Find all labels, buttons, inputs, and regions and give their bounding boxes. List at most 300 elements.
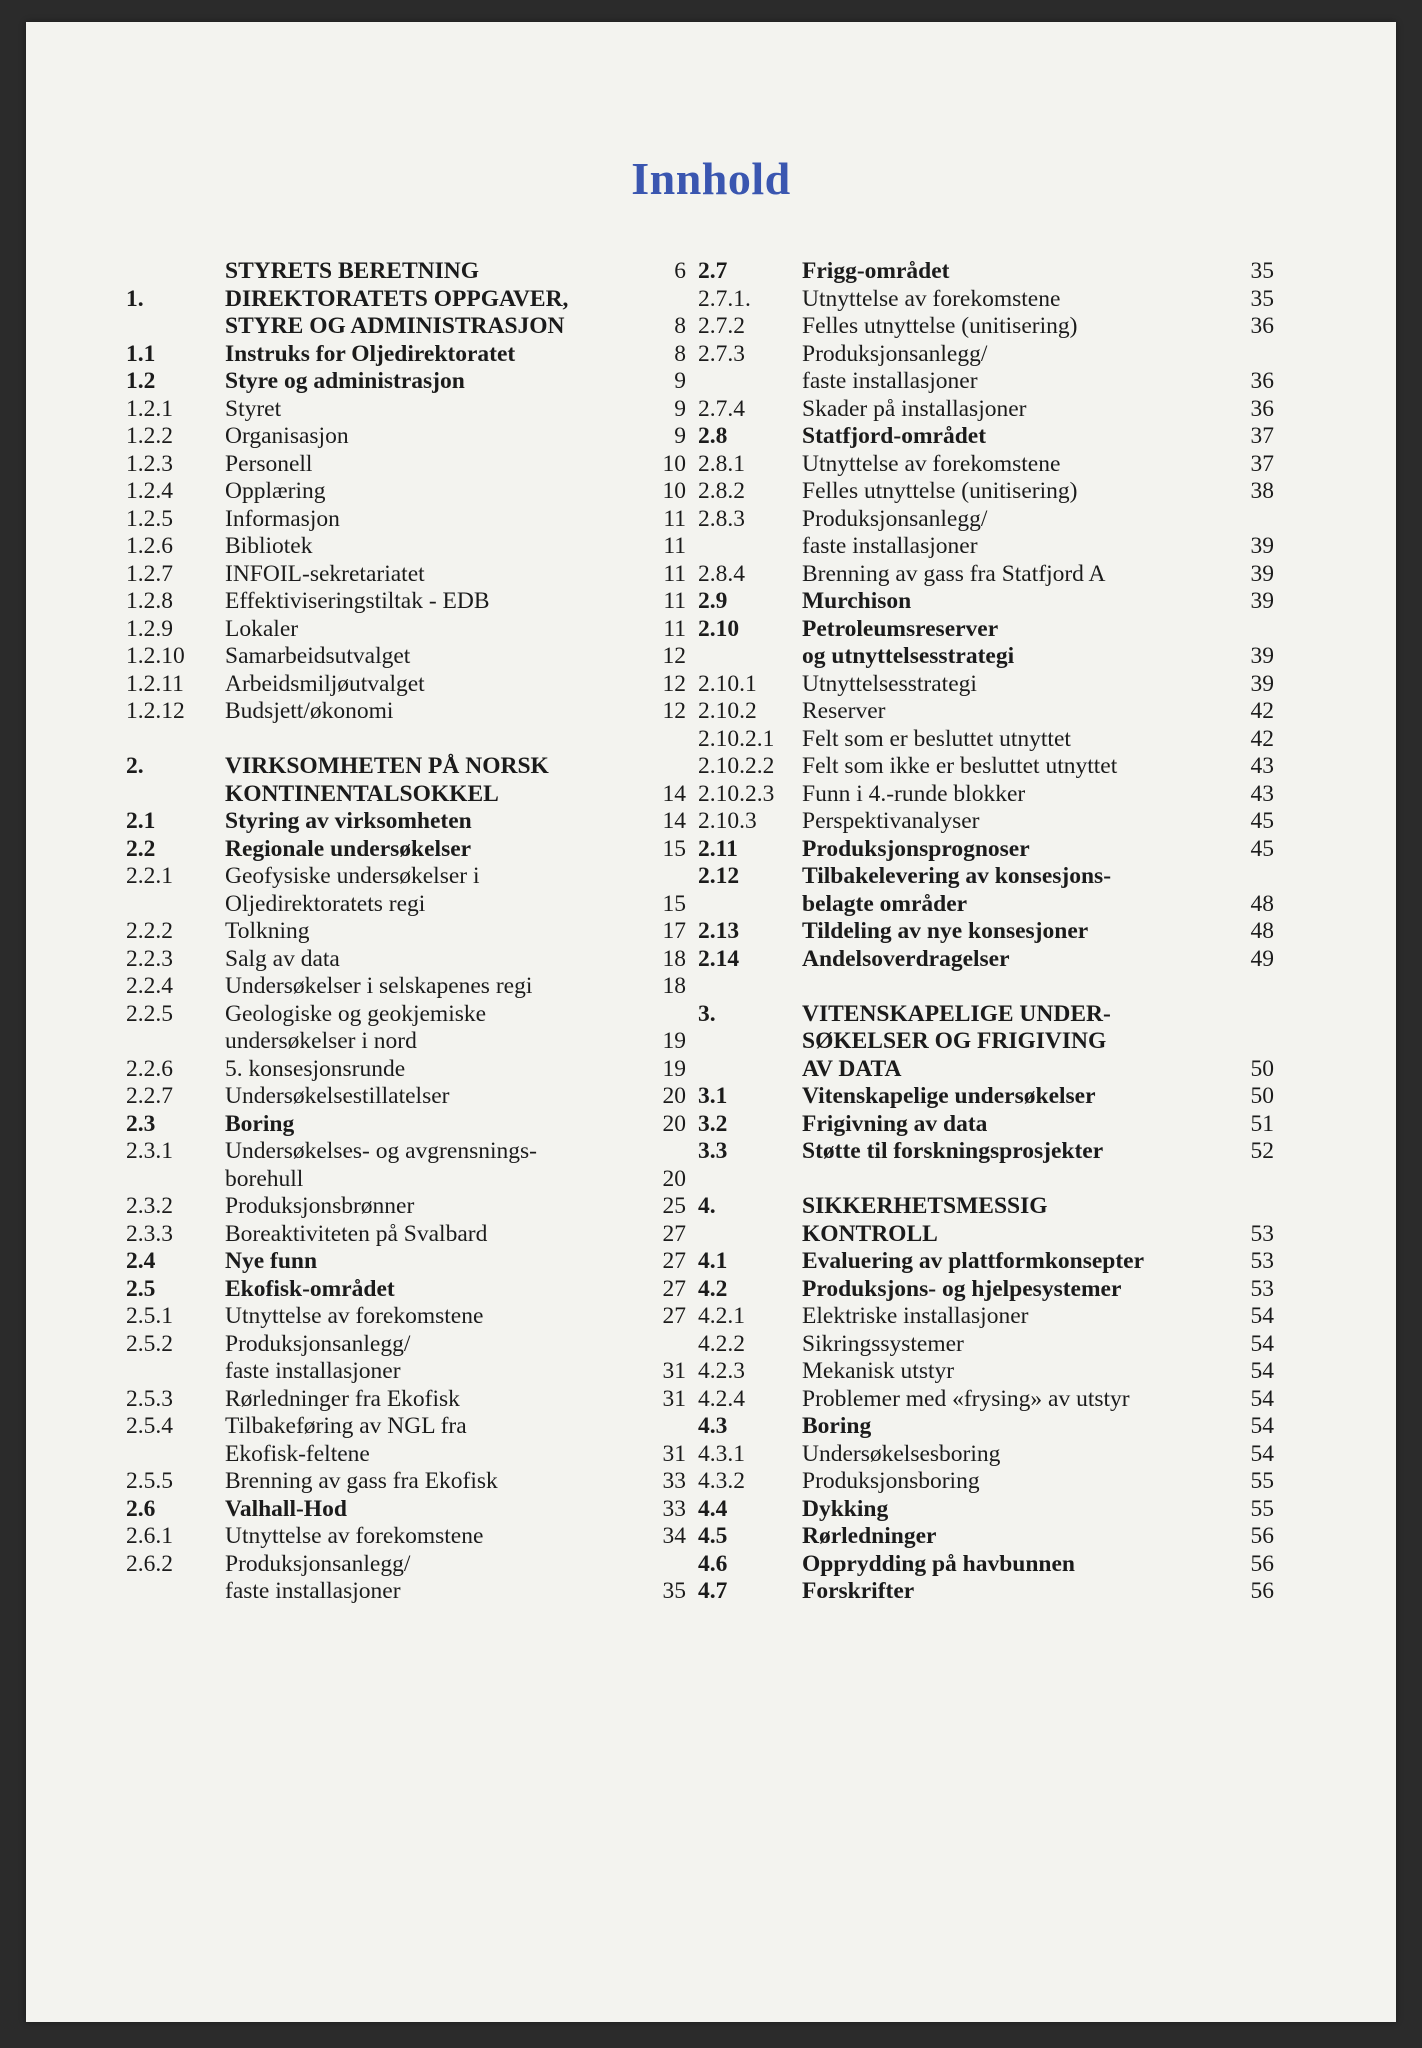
toc-section-number: 3.3 (698, 1138, 728, 1164)
toc-page-number: 54 (1250, 1303, 1274, 1329)
toc-title-line: Valhall-Hod (225, 1495, 347, 1522)
toc-page-number: 35 (1250, 258, 1274, 284)
toc-section-title (225, 643, 650, 671)
toc-section-number: 2.1 (126, 808, 156, 834)
toc-entry (698, 1441, 1274, 1469)
toc-section-title (802, 1386, 1238, 1414)
toc-section-number: 2.6.1 (126, 1523, 173, 1549)
toc-page-number: 9 (674, 368, 686, 394)
toc-page-number: 55 (1250, 1468, 1274, 1494)
toc-section-title (802, 726, 1238, 754)
toc-section-number: 4.2.1 (698, 1303, 745, 1329)
toc-section-number: 4. (698, 1193, 716, 1219)
toc-page-number: 6 (674, 258, 686, 284)
toc-section-title (225, 1551, 650, 1606)
toc-entry (698, 451, 1274, 479)
toc-section-title (225, 946, 650, 974)
toc-page-number: 42 (1250, 698, 1274, 724)
toc-section-title (802, 781, 1238, 809)
toc-title-line: Personell (225, 450, 313, 477)
toc-section-number: 4.2.4 (698, 1385, 745, 1412)
toc-page-number: 11 (663, 615, 686, 642)
toc-title-line: Brenning av gass fra Ekofisk (225, 1468, 498, 1494)
toc-section-title (802, 836, 1238, 864)
toc-section-title (225, 973, 650, 1001)
toc-page-number: 54 (1250, 1330, 1274, 1357)
toc-section-number: 2.5.2 (126, 1330, 173, 1357)
toc-section-title (225, 341, 650, 369)
toc-section-title (802, 451, 1238, 479)
toc-entry (698, 1496, 1274, 1524)
toc-page-number: 53 (1250, 1275, 1274, 1302)
toc-section-title (225, 258, 650, 286)
toc-page-number: 48 (1250, 890, 1274, 917)
toc-section-title (802, 698, 1238, 726)
toc-entry (698, 808, 1274, 836)
toc-section-title (225, 1221, 650, 1249)
toc-entry (698, 1331, 1274, 1359)
toc-entry (126, 753, 686, 808)
toc-section-number: 2.2.4 (126, 973, 173, 999)
toc-section-number: 2.14 (698, 945, 740, 972)
toc-page-number: 37 (1250, 450, 1274, 477)
toc-section-number: 2.10.2.3 (698, 780, 775, 807)
toc-section-title (225, 506, 650, 534)
toc-entry (126, 1221, 686, 1249)
toc-entry (126, 616, 686, 644)
toc-entry (698, 863, 1274, 918)
toc-entry (698, 396, 1274, 424)
toc-section-number: 2.3.3 (126, 1220, 173, 1247)
toc-title-line: SØKELSER OG FRIGIVING (802, 1028, 1107, 1054)
toc-entry (698, 1468, 1274, 1496)
toc-title-line: STYRE OG ADMINISTRASJON (225, 313, 565, 339)
toc-title-line: faste installasjoner (802, 533, 978, 559)
toc-section-number: 1.2.1 (126, 395, 173, 422)
toc-entry (698, 616, 1274, 671)
toc-title-line: Elektriske installasjoner (802, 1303, 1029, 1329)
toc-title-line: AV DATA (802, 1055, 902, 1082)
toc-page-number: 8 (674, 313, 686, 339)
toc-section-title (225, 918, 650, 946)
toc-title-line: Funn i 4.-runde blokker (802, 780, 1026, 807)
toc-page-number: 14 (662, 808, 686, 834)
toc-page-number: 10 (662, 450, 686, 477)
toc-section-number: 2.5.1 (126, 1303, 173, 1329)
toc-title-line: Styring av virksomheten (225, 808, 472, 834)
toc-page-number: 27 (662, 1303, 686, 1329)
toc-entry (126, 1111, 686, 1139)
toc-section-number: 2.8.4 (698, 560, 745, 587)
toc-section-title (225, 1468, 650, 1496)
toc-title-line: Rørledninger fra Ekofisk (225, 1385, 460, 1412)
toc-section-number: 1.2.7 (126, 560, 173, 587)
toc-title-line: VITENSKAPELIGE UNDER- (802, 1000, 1111, 1027)
toc-page-number: 54 (1250, 1413, 1274, 1439)
toc-section-number: 2.10 (698, 615, 740, 642)
toc-title-line: Støtte til forskningsprosjekter (802, 1138, 1104, 1164)
toc-section-title (225, 836, 650, 864)
toc-title-line: Dykking (802, 1495, 889, 1522)
toc-section-title (225, 863, 650, 918)
toc-page-number: 54 (1250, 1385, 1274, 1412)
toc-page-number: 53 (1250, 1248, 1274, 1274)
toc-page-number: 39 (1250, 670, 1274, 697)
toc-section-title (225, 1413, 650, 1468)
toc-page-number: 37 (1250, 423, 1274, 449)
toc-title-line: Informasjon (225, 505, 340, 532)
toc-section-title (802, 616, 1238, 671)
toc-title-line: Utnyttelse av forekomstene (225, 1523, 484, 1549)
toc-section-number: 2.8.2 (698, 478, 745, 504)
toc-page-number: 31 (662, 1358, 686, 1384)
toc-entry (698, 1248, 1274, 1276)
toc-section-title (225, 451, 650, 479)
toc-section-number: 2.5 (126, 1275, 156, 1302)
toc-entry (698, 1138, 1274, 1166)
toc-title-line: Ekofisk-feltene (225, 1440, 370, 1467)
toc-page-number: 19 (662, 1028, 686, 1054)
toc-section-title (225, 286, 650, 341)
toc-entry (126, 836, 686, 864)
toc-section-number: 4.4 (698, 1495, 728, 1522)
toc-section-number: 4.6 (698, 1550, 728, 1577)
toc-page-number: 8 (674, 340, 686, 367)
toc-section-title (225, 1303, 650, 1331)
toc-entry (126, 533, 686, 561)
toc-title-line: Styre og administrasjon (225, 368, 465, 394)
document-page (26, 22, 1396, 2022)
toc-page-number: 39 (1250, 588, 1274, 614)
toc-title-line: og utnyttelsesstrategi (802, 643, 1015, 669)
toc-entry (698, 1303, 1274, 1331)
toc-page-number: 50 (1250, 1055, 1274, 1082)
toc-section-number: 2.7.2 (698, 313, 745, 339)
toc-entry (698, 1523, 1274, 1551)
toc-entry (126, 588, 686, 616)
toc-entry (126, 1276, 686, 1304)
toc-section-title (225, 1138, 650, 1193)
toc-title-line: DIREKTORATETS OPPGAVER, (225, 285, 569, 312)
toc-title-line: STYRETS BERETNING (225, 258, 480, 284)
toc-title-line: Produksjonsanlegg/ (225, 1330, 411, 1357)
toc-entry (126, 698, 686, 726)
toc-section-number: 2.2.3 (126, 945, 173, 972)
toc-page-number: 31 (662, 1385, 686, 1412)
toc-entry (698, 1413, 1274, 1441)
toc-entry (126, 368, 686, 396)
toc-entry (126, 478, 686, 506)
toc-title-line: Mekanisk utstyr (802, 1358, 955, 1384)
toc-page-number: 35 (662, 1578, 686, 1604)
toc-entry (126, 423, 686, 451)
toc-section-number: 4.7 (698, 1578, 728, 1604)
toc-entry (126, 1193, 686, 1221)
toc-section-number: 1.2.4 (126, 478, 173, 504)
toc-title-line: Problemer med «frysing» av utstyr (802, 1385, 1130, 1412)
toc-entry (126, 946, 686, 974)
toc-section-number: 2.9 (698, 588, 728, 614)
page-title: Innhold (631, 153, 791, 204)
toc-title-line: Skader på installasjoner (802, 395, 1027, 422)
toc-section-title (802, 478, 1238, 506)
toc-title-line: Statfjord-området (802, 423, 987, 449)
toc-title-line: Bibliotek (225, 533, 313, 559)
toc-section-number: 3. (698, 1000, 716, 1027)
toc-page-number: 39 (1250, 533, 1274, 559)
toc-title-line: Sikringssystemer (802, 1330, 964, 1357)
toc-title-line: borehull (225, 1165, 304, 1192)
toc-section-number: 1.2.11 (126, 670, 184, 697)
toc-entry (126, 1413, 686, 1468)
toc-page-number: 17 (662, 918, 686, 944)
toc-section-title (225, 671, 650, 699)
toc-entry (698, 313, 1274, 341)
toc-entry (126, 286, 686, 341)
toc-page-number: 11 (663, 560, 686, 587)
toc-section-title (802, 396, 1238, 424)
toc-section-number: 3.1 (698, 1083, 728, 1109)
toc-section-title (225, 698, 650, 726)
toc-left-column (126, 258, 686, 1606)
toc-page-number: 12 (662, 698, 686, 724)
toc-section-title (225, 808, 650, 836)
toc-title-line: Regionale undersøkelser (225, 835, 472, 862)
toc-section-number: 2.3.2 (126, 1193, 173, 1219)
toc-page-number: 27 (662, 1275, 686, 1302)
toc-section-number: 2.10.2.1 (698, 725, 775, 752)
toc-section-number: 2.7.4 (698, 395, 745, 422)
toc-entry (126, 973, 686, 1001)
toc-section-title (225, 1111, 650, 1139)
toc-title-line: belagte områder (802, 890, 968, 917)
toc-section-number: 2.10.2.2 (698, 753, 775, 779)
toc-title-line: faste installasjoner (802, 368, 978, 394)
toc-title-line: Felt som ikke er besluttet utnyttet (802, 753, 1118, 779)
toc-title-line: Opprydding på havbunnen (802, 1550, 1076, 1577)
toc-page-number: 14 (662, 780, 686, 807)
toc-page-number: 49 (1250, 945, 1274, 972)
toc-title-line: Oljedirektoratets regi (225, 890, 426, 917)
toc-page-number: 25 (662, 1193, 686, 1219)
toc-section-number: 1.2.5 (126, 505, 173, 532)
toc-page-number: 18 (662, 973, 686, 999)
toc-section-title (225, 1056, 650, 1084)
toc-page-number: 39 (1250, 560, 1274, 587)
toc-page-number: 52 (1250, 1138, 1274, 1164)
toc-section-title (802, 1248, 1238, 1276)
toc-entry (698, 1386, 1274, 1414)
toc-entry (126, 1496, 686, 1524)
toc-entry (698, 781, 1274, 809)
toc-title-line: Salg av data (225, 945, 340, 972)
toc-section-title (802, 808, 1238, 836)
toc-title-line: Budsjett/økonomi (225, 698, 394, 724)
toc-title-line: Produksjonsprognoser (802, 835, 1030, 862)
toc-section-title (225, 1193, 650, 1221)
toc-title-line: Ekofisk-området (225, 1275, 395, 1302)
toc-section-number: 2.11 (698, 835, 738, 862)
toc-section-title (802, 506, 1238, 561)
toc-page-number: 9 (674, 423, 686, 449)
toc-section-number: 4.1 (698, 1248, 728, 1274)
toc-page-number: 15 (662, 835, 686, 862)
toc-section-title (802, 588, 1238, 616)
toc-title-line: Rørledninger (802, 1523, 937, 1549)
toc-section-title (802, 1523, 1238, 1551)
toc-entry (698, 561, 1274, 589)
toc-entry (698, 423, 1274, 451)
toc-entry (698, 1111, 1274, 1139)
toc-entry (698, 341, 1274, 396)
toc-entry (698, 671, 1274, 699)
toc-title-line: Organisasjon (225, 423, 349, 449)
toc-title-line: Evaluering av plattformkonsepter (802, 1248, 1145, 1274)
toc-section-number: 4.3.2 (698, 1468, 745, 1494)
toc-section-number: 3.2 (698, 1110, 728, 1137)
toc-title-line: Produksjonsbrønner (225, 1193, 415, 1219)
toc-right-column (698, 258, 1274, 1606)
toc-section-number: 1.2.3 (126, 450, 173, 477)
toc-section-title (802, 1468, 1238, 1496)
toc-page-number: 20 (662, 1083, 686, 1109)
toc-section-number: 1.1 (126, 340, 156, 367)
toc-entry (126, 1303, 686, 1331)
toc-title-line: Andelsoverdragelser (802, 945, 1010, 972)
toc-entry (126, 1138, 686, 1193)
toc-title-line: Felles utnyttelse (unitisering) (802, 478, 1078, 504)
toc-page-number: 36 (1250, 368, 1274, 394)
toc-section-title (802, 946, 1238, 974)
toc-section-number: 2.2.1 (126, 863, 173, 889)
toc-page-number: 35 (1250, 285, 1274, 312)
toc-page-number: 10 (662, 478, 686, 504)
toc-entry (698, 286, 1274, 314)
toc-section-number: 2.13 (698, 918, 740, 944)
toc-title-line: Brenning av gass fra Statfjord A (802, 560, 1106, 587)
toc-entry (126, 258, 686, 286)
toc-section-title (225, 1276, 650, 1304)
toc-title-line: Produksjons- og hjelpesystemer (802, 1275, 1122, 1302)
toc-page-number: 19 (662, 1055, 686, 1082)
toc-title-line: Nye funn (225, 1248, 318, 1274)
toc-title-line: VIRKSOMHETEN PÅ NORSK (225, 753, 549, 779)
toc-entry (698, 946, 1274, 974)
toc-entry (698, 506, 1274, 561)
toc-section-number: 4.3 (698, 1413, 728, 1439)
toc-page-number: 36 (1250, 313, 1274, 339)
toc-page-number: 9 (674, 395, 686, 422)
toc-title-line: faste installasjoner (225, 1358, 401, 1384)
toc-entry (126, 1248, 686, 1276)
toc-section-title (802, 423, 1238, 451)
toc-page-number: 36 (1250, 395, 1274, 422)
toc-section-number: 1.2.12 (126, 698, 185, 724)
toc-section-title (225, 588, 650, 616)
toc-section-title (225, 423, 650, 451)
toc-title-line: Felt som er besluttet utnyttet (802, 725, 1071, 752)
toc-title-line: Boring (225, 1110, 295, 1137)
toc-section-number: 4.2 (698, 1275, 728, 1302)
toc-page-number: 53 (1250, 1220, 1274, 1247)
toc-section-number: 2. (126, 753, 144, 779)
toc-page-number: 11 (663, 505, 686, 532)
toc-section-number: 1.2.10 (126, 643, 185, 669)
toc-section-title (225, 1083, 650, 1111)
toc-entry (698, 588, 1274, 616)
toc-section-number: 2.2 (126, 835, 156, 862)
toc-title-line: Frigivning av data (802, 1110, 988, 1137)
toc-page-number: 48 (1250, 918, 1274, 944)
toc-page-number: 39 (1250, 643, 1274, 669)
toc-section-title (802, 1578, 1238, 1606)
toc-title-line: Perspektivanalyser (802, 808, 980, 834)
toc-page-number: 55 (1250, 1495, 1274, 1522)
toc-title-line: 5. konsesjonsrunde (225, 1055, 406, 1082)
toc-section-number: 2.10.1 (698, 670, 757, 697)
toc-section-title (802, 1441, 1238, 1469)
toc-section-title (802, 1193, 1238, 1248)
toc-entry (126, 918, 686, 946)
toc-section-number: 1. (126, 285, 144, 312)
toc-section-number: 2.5.4 (126, 1413, 173, 1439)
toc-title-line: Forskrifter (802, 1578, 915, 1604)
toc-section-number: 2.3.1 (126, 1138, 173, 1164)
toc-entry (126, 1386, 686, 1414)
toc-section-number: 2.2.2 (126, 918, 173, 944)
toc-section-title (802, 341, 1238, 396)
toc-title-line: Produksjonsanlegg/ (802, 340, 988, 367)
toc-title-line: SIKKERHETSMESSIG (802, 1193, 1048, 1219)
toc-section-number: 4.3.1 (698, 1440, 745, 1467)
toc-entry (126, 1331, 686, 1386)
toc-section-title (802, 671, 1238, 699)
toc-section-number: 2.7 (698, 258, 728, 284)
toc-entry (698, 726, 1274, 754)
toc-page-number: 38 (1250, 478, 1274, 504)
toc-title-line: Samarbeidsutvalget (225, 643, 411, 669)
toc-page-number: 56 (1250, 1578, 1274, 1604)
toc-page-number: 54 (1250, 1440, 1274, 1467)
toc-section-title (225, 396, 650, 424)
toc-title-line: Frigg-området (802, 258, 950, 284)
toc-page-number: 15 (662, 890, 686, 917)
toc-title-line: Instruks for Oljedirektoratet (225, 340, 516, 367)
toc-section-title (802, 753, 1238, 781)
toc-page-number: 20 (662, 1165, 686, 1192)
toc-entry (698, 836, 1274, 864)
toc-title-line: Tildeling av nye konsesjoner (802, 918, 1089, 944)
toc-page-number: 43 (1250, 780, 1274, 807)
toc-section-title (802, 1303, 1238, 1331)
toc-entry (126, 506, 686, 534)
toc-section-title (225, 753, 650, 808)
toc-section-number: 2.4 (126, 1248, 156, 1274)
toc-title-line: Effektiviseringstiltak - EDB (225, 588, 490, 614)
toc-section-title (225, 1248, 650, 1276)
toc-page-number: 50 (1250, 1083, 1274, 1109)
toc-section-title (802, 1001, 1238, 1084)
toc-section-title (802, 1331, 1238, 1359)
toc-title-line: Opplæring (225, 478, 326, 504)
toc-entry (698, 698, 1274, 726)
toc-title-line: Felles utnyttelse (unitisering) (802, 313, 1078, 339)
toc-entry (126, 1551, 686, 1606)
toc-section-title (802, 1358, 1238, 1386)
toc-section-title (802, 1413, 1238, 1441)
toc-section-number: 4.2.3 (698, 1358, 745, 1384)
toc-title-line: Utnyttelse av forekomstene (802, 450, 1061, 477)
